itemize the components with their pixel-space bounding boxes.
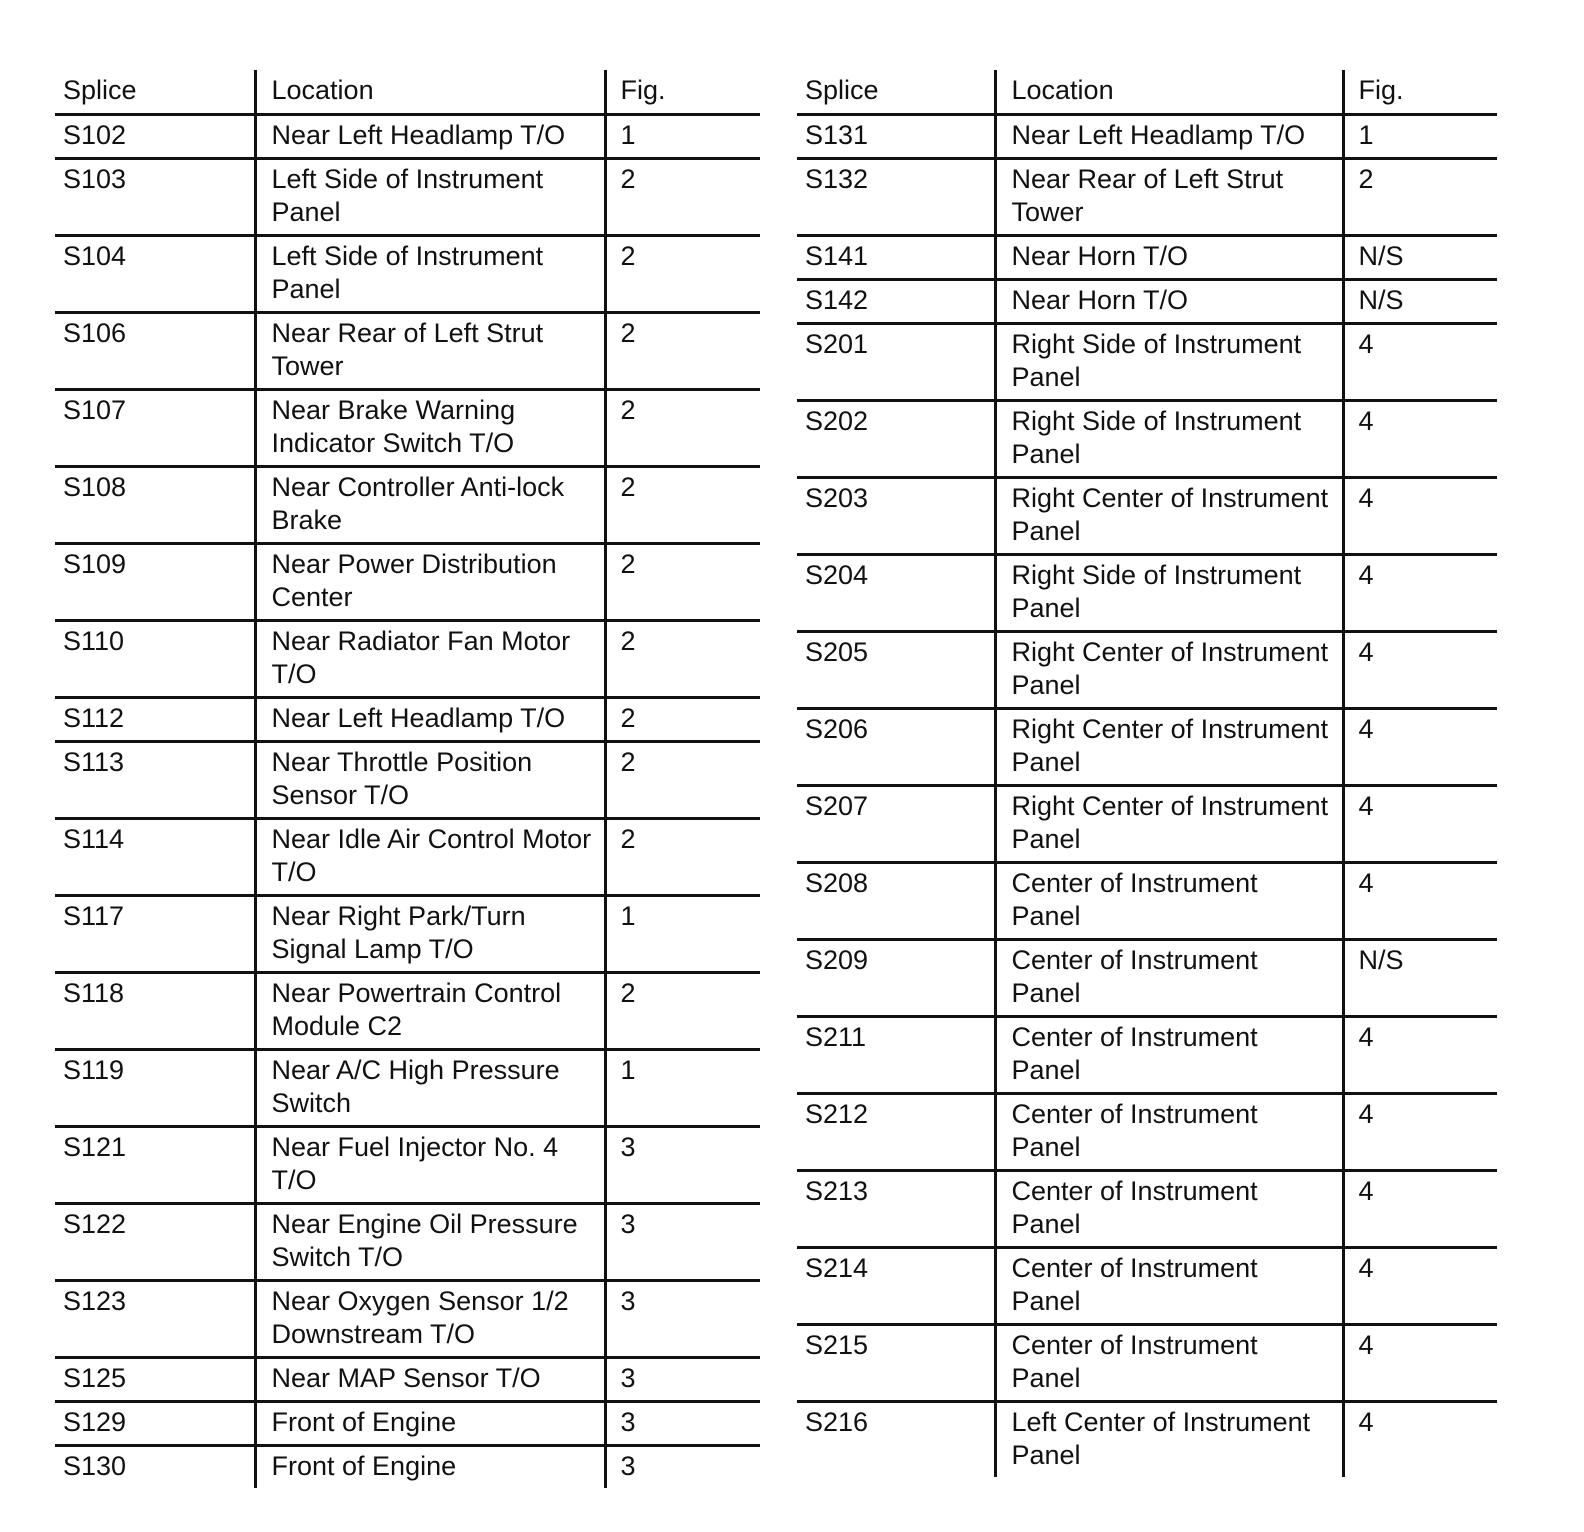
table-header-row: [797, 70, 1497, 115]
table-header-row: [55, 70, 760, 115]
fig-cell: 2: [605, 698, 760, 742]
table-row: [55, 896, 760, 973]
splice-cell: S202: [797, 401, 995, 478]
splice-cell: S213: [797, 1171, 995, 1248]
table-row: [55, 621, 760, 698]
location-cell: Right Center of Instrument Panel: [995, 478, 1343, 555]
table-row: [55, 1446, 760, 1489]
splice-cell: S112: [55, 698, 255, 742]
location-cell: Left Side of Instrument Panel: [255, 159, 605, 236]
location-cell: Front of Engine: [255, 1446, 605, 1489]
header-fig: Fig.: [1343, 70, 1497, 115]
fig-cell: 2: [1343, 159, 1497, 236]
table-row: [797, 1017, 1497, 1094]
fig-cell: 2: [605, 159, 760, 236]
splice-cell: S204: [797, 555, 995, 632]
splice-cell: S119: [55, 1050, 255, 1127]
location-cell: Near Engine Oil Pressure Switch T/O: [255, 1204, 605, 1281]
table-row: [55, 313, 760, 390]
location-cell: Center of Instrument Panel: [995, 1325, 1343, 1402]
fig-cell: 4: [1343, 863, 1497, 940]
splice-cell: S123: [55, 1281, 255, 1358]
table-row: [797, 863, 1497, 940]
location-cell: Near Rear of Left Strut Tower: [995, 159, 1343, 236]
fig-cell: 2: [605, 390, 760, 467]
splice-cell: S209: [797, 940, 995, 1017]
splice-cell: S208: [797, 863, 995, 940]
location-cell: Near Brake Warning Indicator Switch T/O: [255, 390, 605, 467]
fig-cell: 1: [605, 1050, 760, 1127]
location-cell: Near Throttle Position Sensor T/O: [255, 742, 605, 819]
table-row: [797, 478, 1497, 555]
location-cell: Near Idle Air Control Motor T/O: [255, 819, 605, 896]
splice-cell: S142: [797, 280, 995, 324]
table-row: [55, 1050, 760, 1127]
location-cell: Center of Instrument Panel: [995, 1248, 1343, 1325]
splice-cell: S129: [55, 1402, 255, 1446]
table-row: [797, 709, 1497, 786]
table-row: [797, 280, 1497, 324]
table-row: [797, 786, 1497, 863]
table-row: [797, 632, 1497, 709]
splice-table-right: [797, 70, 1497, 1477]
splice-cell: S121: [55, 1127, 255, 1204]
splice-cell: S110: [55, 621, 255, 698]
table-row: [55, 1204, 760, 1281]
fig-cell: 4: [1343, 1171, 1497, 1248]
location-cell: Near Powertrain Control Module C2: [255, 973, 605, 1050]
location-cell: Center of Instrument Panel: [995, 940, 1343, 1017]
splice-cell: S207: [797, 786, 995, 863]
location-cell: Near MAP Sensor T/O: [255, 1358, 605, 1402]
splice-cell: S205: [797, 632, 995, 709]
splice-cell: S132: [797, 159, 995, 236]
fig-cell: 4: [1343, 1402, 1497, 1478]
table-row: [797, 1171, 1497, 1248]
splice-cell: S216: [797, 1402, 995, 1478]
table-row: [797, 1325, 1497, 1402]
location-cell: Near A/C High Pressure Switch: [255, 1050, 605, 1127]
splice-cell: S125: [55, 1358, 255, 1402]
location-cell: Center of Instrument Panel: [995, 1017, 1343, 1094]
table-row: [55, 159, 760, 236]
table-row: [55, 1358, 760, 1402]
location-cell: Near Left Headlamp T/O: [255, 115, 605, 159]
location-cell: Right Center of Instrument Panel: [995, 786, 1343, 863]
splice-cell: S206: [797, 709, 995, 786]
location-cell: Front of Engine: [255, 1402, 605, 1446]
fig-cell: 2: [605, 819, 760, 896]
splice-cell: S201: [797, 324, 995, 401]
table-row: [797, 236, 1497, 280]
fig-cell: 4: [1343, 401, 1497, 478]
table-row: [55, 115, 760, 159]
fig-cell: 2: [605, 621, 760, 698]
table-row: [55, 467, 760, 544]
splice-cell: S104: [55, 236, 255, 313]
location-cell: Right Center of Instrument Panel: [995, 709, 1343, 786]
location-cell: Near Left Headlamp T/O: [995, 115, 1343, 159]
fig-cell: 4: [1343, 709, 1497, 786]
fig-cell: 1: [1343, 115, 1497, 159]
table-row: [55, 1127, 760, 1204]
location-cell: Right Side of Instrument Panel: [995, 401, 1343, 478]
fig-cell: N/S: [1343, 940, 1497, 1017]
table-row: [797, 555, 1497, 632]
fig-cell: 2: [605, 973, 760, 1050]
fig-cell: 3: [605, 1402, 760, 1446]
splice-cell: S113: [55, 742, 255, 819]
table-row: [797, 115, 1497, 159]
splice-cell: S114: [55, 819, 255, 896]
table-row: [55, 698, 760, 742]
location-cell: Right Center of Instrument Panel: [995, 632, 1343, 709]
fig-cell: 1: [605, 115, 760, 159]
location-cell: Left Side of Instrument Panel: [255, 236, 605, 313]
fig-cell: 4: [1343, 324, 1497, 401]
table-row: [55, 390, 760, 467]
location-cell: Center of Instrument Panel: [995, 1094, 1343, 1171]
splice-cell: S131: [797, 115, 995, 159]
table-row: [797, 1248, 1497, 1325]
table-row: [797, 159, 1497, 236]
table-row: [55, 819, 760, 896]
location-cell: Center of Instrument Panel: [995, 863, 1343, 940]
location-cell: Near Power Distribution Center: [255, 544, 605, 621]
fig-cell: 2: [605, 236, 760, 313]
location-cell: Near Oxygen Sensor 1/2 Downstream T/O: [255, 1281, 605, 1358]
table-row: [797, 1094, 1497, 1171]
splice-cell: S108: [55, 467, 255, 544]
location-cell: Near Rear of Left Strut Tower: [255, 313, 605, 390]
splice-cell: S118: [55, 973, 255, 1050]
splice-cell: S130: [55, 1446, 255, 1489]
header-splice: Splice: [805, 75, 879, 105]
header-fig: Fig.: [605, 70, 760, 115]
location-cell: Near Left Headlamp T/O: [255, 698, 605, 742]
fig-cell: 2: [605, 313, 760, 390]
splice-cell: S103: [55, 159, 255, 236]
fig-cell: 4: [1343, 555, 1497, 632]
header-location: Location: [255, 70, 605, 115]
fig-cell: 4: [1343, 1325, 1497, 1402]
splice-cell: S214: [797, 1248, 995, 1325]
table-row: [797, 1402, 1497, 1478]
splice-cell: S117: [55, 896, 255, 973]
fig-cell: 3: [605, 1204, 760, 1281]
table-row: [55, 973, 760, 1050]
location-cell: Near Right Park/Turn Signal Lamp T/O: [255, 896, 605, 973]
header-location: Location: [995, 70, 1343, 115]
table-row: [55, 1402, 760, 1446]
splice-cell: S212: [797, 1094, 995, 1171]
location-cell: Near Fuel Injector No. 4 T/O: [255, 1127, 605, 1204]
splice-table-left: [55, 70, 760, 1488]
fig-cell: 3: [605, 1358, 760, 1402]
fig-cell: 4: [1343, 478, 1497, 555]
location-cell: Near Controller Anti-lock Brake: [255, 467, 605, 544]
fig-cell: 1: [605, 896, 760, 973]
location-cell: Left Center of Instrument Panel: [995, 1402, 1343, 1478]
table-row: [55, 1281, 760, 1358]
fig-cell: 2: [605, 742, 760, 819]
fig-cell: N/S: [1343, 280, 1497, 324]
table-row: [55, 742, 760, 819]
splice-cell: S107: [55, 390, 255, 467]
fig-cell: 4: [1343, 1248, 1497, 1325]
location-cell: Right Side of Instrument Panel: [995, 555, 1343, 632]
location-cell: Center of Instrument Panel: [995, 1171, 1343, 1248]
splice-cell: S102: [55, 115, 255, 159]
header-splice: Splice: [63, 75, 137, 105]
fig-cell: 3: [605, 1446, 760, 1489]
splice-cell: S141: [797, 236, 995, 280]
table-row: [55, 544, 760, 621]
fig-cell: 4: [1343, 786, 1497, 863]
splice-cell: S109: [55, 544, 255, 621]
fig-cell: 2: [605, 544, 760, 621]
splice-cell: S203: [797, 478, 995, 555]
table-row: [797, 940, 1497, 1017]
location-cell: Near Radiator Fan Motor T/O: [255, 621, 605, 698]
table-row: [797, 401, 1497, 478]
splice-cell: S215: [797, 1325, 995, 1402]
fig-cell: 3: [605, 1127, 760, 1204]
table-row: [55, 236, 760, 313]
location-cell: Right Side of Instrument Panel: [995, 324, 1343, 401]
fig-cell: 4: [1343, 1017, 1497, 1094]
location-cell: Near Horn T/O: [995, 236, 1343, 280]
location-cell: Near Horn T/O: [995, 280, 1343, 324]
fig-cell: N/S: [1343, 236, 1497, 280]
fig-cell: 4: [1343, 1094, 1497, 1171]
fig-cell: 4: [1343, 632, 1497, 709]
table-row: [797, 324, 1497, 401]
fig-cell: 3: [605, 1281, 760, 1358]
splice-cell: S122: [55, 1204, 255, 1281]
splice-cell: S211: [797, 1017, 995, 1094]
fig-cell: 2: [605, 467, 760, 544]
splice-cell: S106: [55, 313, 255, 390]
